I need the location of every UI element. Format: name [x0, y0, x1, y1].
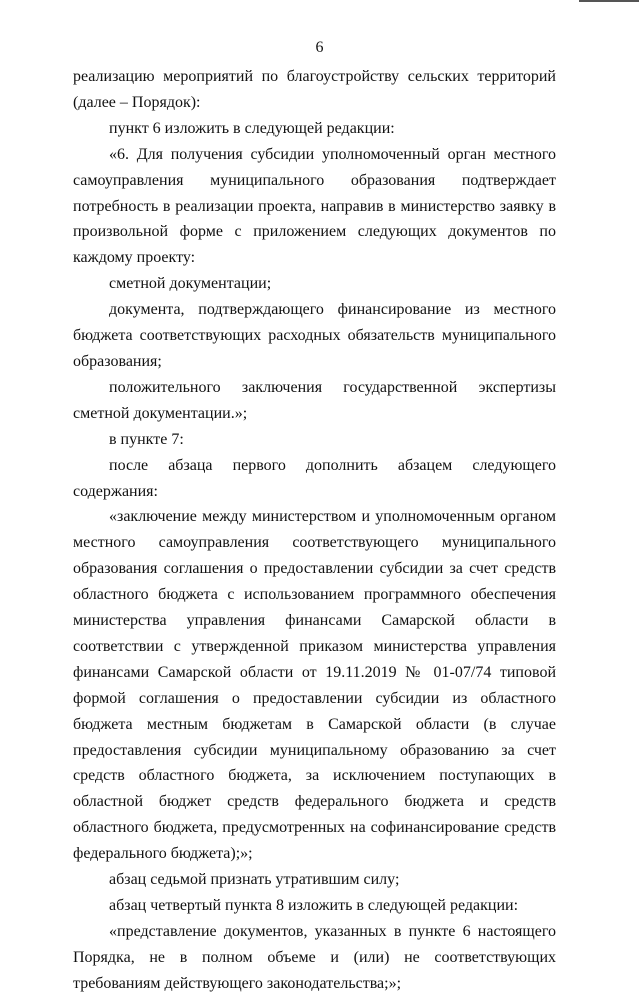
- paragraph: после абзаца первого дополнить абзацем следующего содержания:: [73, 456, 556, 500]
- paragraph: документа, подтверждающего финансирование из местного бюджета соответствующих расходных обязательств муниципального образования;: [73, 301, 556, 370]
- paragraph: положительного заключения государственной экспертизы сметной документации.»;: [73, 378, 556, 422]
- paragraph: в пункте 7:: [109, 430, 184, 448]
- paragraph: пункт 6 изложить в следующей редакции:: [109, 119, 395, 137]
- page-number: 6: [315, 39, 324, 56]
- paragraph: «заключение между министерством и уполномоченным органом местного самоуправления соответствующего муниципального образования соглашения о предоставлении субсидии за счет средств областного бюджета с использованием программного обеспечения министерства управления финансами Самарской области в соответствии с утвержденной приказом министерства управления финансами Самарской области от 19.11.2019 № 01-07/74 типовой формой соглашения о предоставлении субсидии из областного бюджета местным бюджетам в Самарской области (в случае предоставления субсидии муниципальному образованию за счет средств областного бюджета, за исключением поступающих в областной бюджет средств федерального бюджета и средств областного бюджета, предусмотренных на софинансирование средств федерального бюджета);»;: [73, 508, 556, 863]
- paragraph: сметной документации;: [109, 275, 272, 293]
- paragraph: абзац седьмой признать утратившим силу;: [109, 871, 400, 889]
- scan-artifact-line: [579, 0, 639, 2]
- paragraph: абзац четвертый пункта 8 изложить в следующей редакции:: [109, 897, 519, 914]
- paragraph: «6. Для получения субсидии уполномоченный орган местного самоуправления муниципального образования подтверждает потребность в реализации проекта, направив в министерство заявку в произвольной форме с приложением следующих документов по каждому проекту:: [73, 145, 556, 267]
- document-body: [73, 64, 556, 997]
- paragraph: реализацию мероприятий по благоустройству сельских территорий (далее – Порядок):: [73, 68, 556, 111]
- paragraph: «представление документов, указанных в пункте 6 настоящего Порядка, не в полном объеме и (или) не соответствующих требованиям действующего законодательства;»;: [73, 922, 556, 992]
